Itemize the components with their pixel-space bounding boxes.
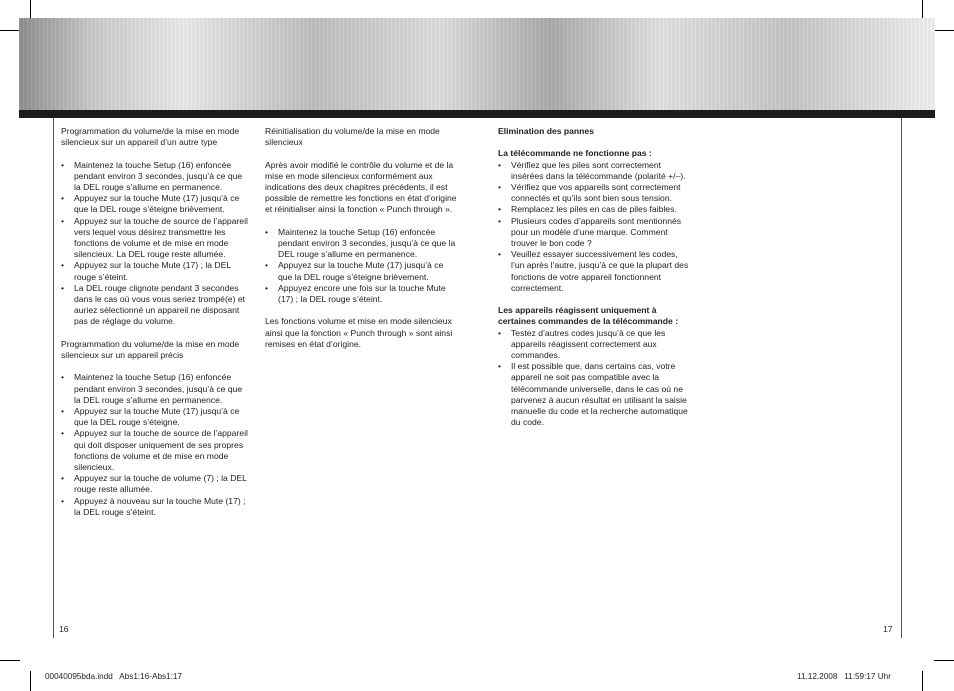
crop-mark — [934, 660, 954, 661]
list-item: • Plusieurs codes d’appareils sont mentionnés pour un modèle d’une marque. Comment trouver le bon code ? — [498, 216, 690, 250]
middle-column — [265, 126, 457, 361]
list-item: • Maintenez la touche Setup (16) enfoncée pendant environ 3 secondes, jusqu’à ce que la DEL rouge s’allume en permanence. — [265, 227, 457, 261]
paragraph: Après avoir modifié le contrôle du volume et de la mise en mode silencieux conformément aux indications des deux chapitres précédents, il est possible de remettre les fonctions en état d’origine et réinitialiser ainsi la fonction « Punch through ». — [265, 159, 457, 215]
page-frame-left — [53, 118, 54, 638]
list-item: • La DEL rouge clignote pendant 3 secondes dans le cas où vous vous seriez trompé(e) et auriez sélectionné un appareil ne disposant pas de réglage du volume. — [61, 283, 251, 328]
troubleshooting-list — [498, 328, 690, 429]
list-item: • Vérifiez que vos appareils sont correctement connectés et qu’ils sont bien sous tension. — [498, 182, 690, 204]
list-item: • Appuyez sur la touche Mute (17) jusqu’à ce que la DEL rouge s’éteigne brièvement. — [265, 260, 457, 282]
crop-mark — [30, 0, 31, 20]
header-black-bar — [19, 110, 935, 118]
instruction-list — [265, 227, 457, 305]
right-column — [498, 126, 690, 440]
subheading: Les appareils réagissent uniquement à certaines commandes de la télécommande : — [498, 305, 679, 327]
date-slug: 11.12.2008 11:59:17 Uhr — [797, 672, 891, 681]
list-item: • Testez d’autres codes jusqu’à ce que les appareils réagissent correctement aux commandes. — [498, 328, 690, 362]
section-heading: Programmation du volume/de la mise en mode silencieux sur un appareil précis — [61, 338, 240, 361]
crop-mark — [934, 30, 954, 31]
instruction-list — [61, 372, 251, 518]
list-item: • Maintenez la touche Setup (16) enfoncée pendant environ 3 secondes, jusqu’à ce que la DEL rouge s’allume en permanence. — [61, 372, 251, 406]
crop-mark — [0, 30, 20, 31]
page-frame-right — [901, 118, 902, 638]
paragraph: Les fonctions volume et mise en mode silencieux ainsi que la fonction « Punch through » sont ainsi remises en état d’origine. — [265, 316, 453, 349]
list-item: • Vérifiez que les piles sont correctement insérées dans la télécommande (polarité +/–). — [498, 160, 690, 182]
page-number-left: 16 — [59, 624, 69, 634]
subheading: La télécommande ne fonctionne pas : — [498, 148, 652, 159]
crop-mark — [30, 671, 31, 691]
list-item: • Remplacez les piles en cas de piles faibles. — [498, 204, 690, 215]
list-item: • Appuyez sur la touche Mute (17) ; la DEL rouge s’éteint. — [61, 260, 251, 282]
list-item: • Appuyez à nouveau sur la touche Mute (17) ; la DEL rouge s’éteint. — [61, 496, 251, 518]
brushed-metal-header — [19, 18, 935, 110]
left-column — [61, 126, 251, 529]
list-item: • Appuyez sur la touche de source de l’appareil qui doit disposer uniquement de ses propres fonctions de volume et de mise en mode silencieux. — [61, 428, 251, 473]
list-item: • Appuyez sur la touche de volume (7) ; la DEL rouge reste allumée. — [61, 473, 251, 495]
list-item: • Il est possible que, dans certains cas, votre appareil ne soit pas compatible avec la télécommande universelle, dans le cas où ne parvenez à aucun résultat en utilisant la saisie manuelle du code et la recherche automatique du code. — [498, 361, 690, 428]
list-item: • Appuyez sur la touche de source de l’appareil vers lequel vous désirez transmettre les fonctions de volume et de mise en mode silencieux. La DEL rouge reste allumée. — [61, 216, 251, 261]
crop-mark — [922, 0, 923, 20]
instruction-list — [61, 160, 251, 328]
crop-mark — [922, 671, 923, 691]
list-item: • Veuillez essayer successivement les codes, l’un après l’autre, jusqu’à ce que la plupart des fonctions de votre appareil fonctionnent correctement. — [498, 249, 690, 294]
file-slug: 00040095bda.indd Abs1:16-Abs1:17 — [45, 672, 183, 681]
section-heading: Elimination des pannes — [498, 126, 594, 136]
troubleshooting-list — [498, 160, 690, 294]
list-item: • Maintenez la touche Setup (16) enfoncée pendant environ 3 secondes, jusqu’à ce que la DEL rouge s’allume en permanence. — [61, 160, 251, 194]
section-heading: Programmation du volume/de la mise en mode silencieux sur un appareil d’un autre type — [61, 126, 240, 148]
crop-mark — [0, 660, 20, 661]
section-heading: Réinitialisation du volume/de la mise en mode silencieux — [265, 126, 440, 148]
list-item: • Appuyez sur la touche Mute (17) jusqu’à ce que la DEL rouge s’éteigne. — [61, 406, 251, 428]
page-number-right: 17 — [883, 624, 893, 634]
list-item: • Appuyez encore une fois sur la touche Mute (17) ; la DEL rouge s’éteint. — [265, 283, 457, 305]
list-item: • Appuyez sur la touche Mute (17) jusqu’à ce que la DEL rouge s’éteigne brièvement. — [61, 193, 251, 215]
